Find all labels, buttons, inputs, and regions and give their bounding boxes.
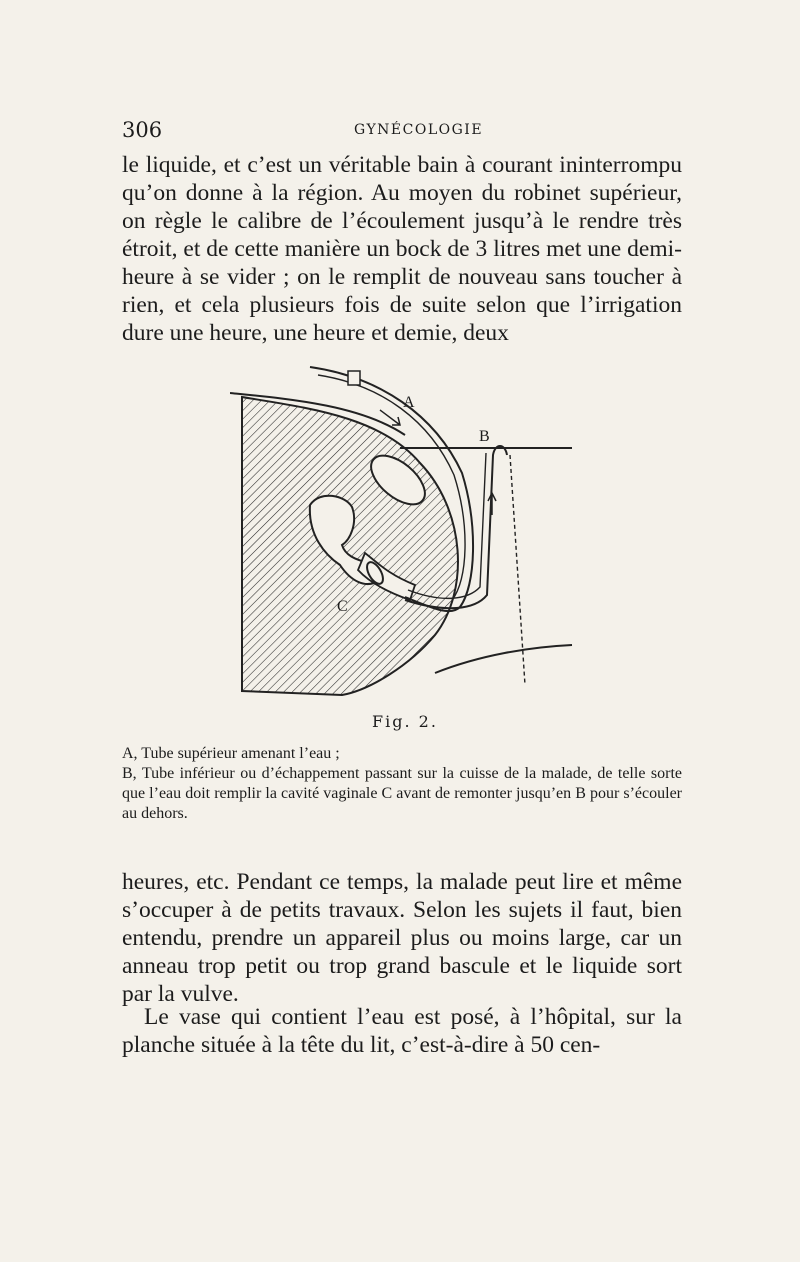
pelvic-body: [242, 397, 458, 695]
legend-item-a: A, Tube supérieur amenant l’eau ;: [122, 745, 340, 762]
page-header: [122, 118, 682, 144]
clamp: [348, 371, 360, 385]
running-title: GYNÉCOLOGIE: [354, 122, 484, 138]
figure-caption: Fig. 2.: [372, 712, 438, 731]
figure-legend: [122, 744, 682, 824]
paragraph-2: heures, etc. Pendant ce temps, la malade peut lire et même s’occuper à de petits travaux. Selon les sujets il faut, bien entendu, prendre un appareil plus ou moins large, car un anneau trop petit ou trop grand bascule et le liquide sort par la vulve.: [122, 869, 682, 1007]
page-number: 306: [122, 118, 163, 142]
label-b: B: [479, 428, 490, 445]
thigh-contour: [435, 645, 572, 673]
flow-arrow-b: [488, 493, 496, 515]
paragraph-1: le liquide, et c’est un véritable bain à courant ininterrompu qu’on donne à la région. Au moyen du robinet supérieur, on règle le calibre de l’écoulement jusqu’à le rendre très étroit, et de cette manière un bock de 3 litres met une demi-heure à se vider ; on le remplit de nouveau sans toucher à rien, et cela plusieurs fois de suite selon que l’irrigation dure une heure, une heure et demie, deux: [122, 152, 682, 346]
label-c: C: [337, 598, 348, 615]
figure-illustration: [230, 355, 580, 710]
paragraph-3: Le vase qui contient l’eau est posé, à l’hôpital, sur la planche située à la tête du lit, c’est-à-dire à 50 cen-: [122, 1004, 682, 1058]
legend-item-b: B, Tube inférieur ou d’échappement passant sur la cuisse de la malade, de telle sorte que l’eau doit remplir la cavité vaginale C avant de remonter jusqu’en B pour s’écouler au dehors.: [122, 765, 682, 822]
label-a: A: [403, 394, 415, 411]
